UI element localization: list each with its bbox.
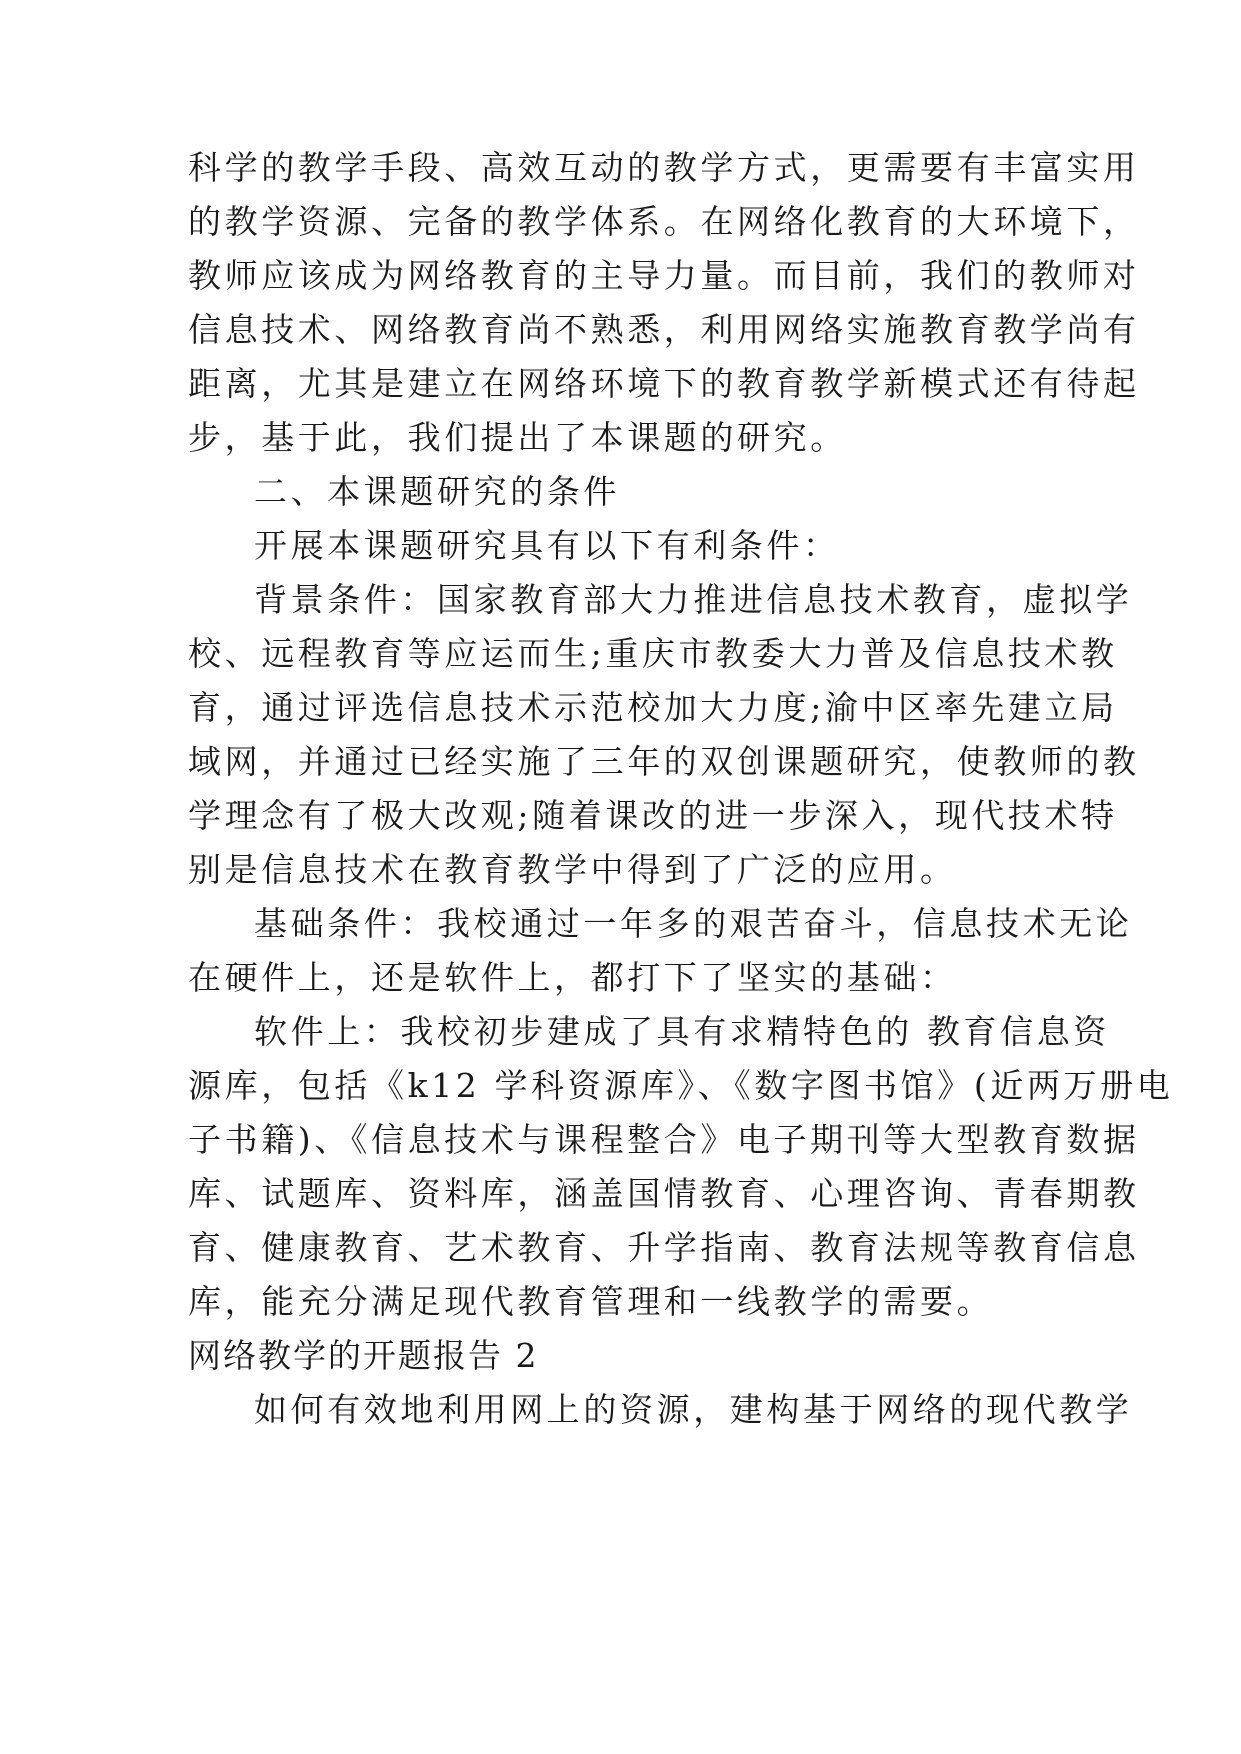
text-line: 的教学资源、完备的教学体系。在网络化教育的大环境下， [188,202,1140,241]
text-line: 如何有效地利用网上的资源，建构基于网络的现代教学 [254,1390,1133,1429]
text-line: 背景条件：国家教育部大力推进信息技术教育，虚拟学 [254,580,1133,619]
text-line: 育，通过评选信息技术示范校加大力度;渝中区率先建立局 [188,688,1118,727]
text-line: 库，能充分满足现代教育管理和一线教学的需要。 [188,1282,994,1321]
section-heading: 二、本课题研究的条件 [254,472,620,511]
text-line: 在硬件上，还是软件上，都打下了坚实的基础： [188,958,957,997]
text-line: 源库，包括《k12 学科资源库》、《数字图书馆》(近两万册电 [188,1066,1174,1105]
text-line: 距离，尤其是建立在网络环境下的教育教学新模式还有待起 [188,364,1140,403]
text-line: 校、远程教育等应运而生;重庆市教委大力普及信息技术教 [188,634,1118,673]
text-line: 教师应该成为网络教育的主导力量。而目前，我们的教师对 [188,256,1140,295]
text-line: 子书籍)、《信息技术与课程整合》电子期刊等大型教育数据 [188,1120,1140,1159]
text-line: 信息技术、网络教育尚不熟悉，利用网络实施教育教学尚有 [188,310,1140,349]
text-line: 科学的教学手段、高效互动的教学方式，更需要有丰富实用 [188,148,1140,187]
text-line: 基础条件：我校通过一年多的艰苦奋斗，信息技术无论 [254,904,1133,943]
text-line: 别是信息技术在教育教学中得到了广泛的应用。 [188,850,957,889]
text-line: 育、健康教育、艺术教育、升学指南、教育法规等教育信息 [188,1228,1140,1267]
text-line: 步，基于此，我们提出了本课题的研究。 [188,418,847,457]
text-line: 库、试题库、资料库，涵盖国情教育、心理咨询、青春期教 [188,1174,1140,1213]
text-line: 开展本课题研究具有以下有利条件： [254,526,840,565]
text-line: 学理念有了极大改观;随着课改的进一步深入，现代技术特 [188,796,1118,835]
text-line: 域网，并通过已经实施了三年的双创课题研究，使教师的教 [188,742,1140,781]
text-line: 软件上：我校初步建成了具有求精特色的 教育信息资 [254,1012,1110,1051]
document-title: 网络教学的开题报告 2 [188,1336,539,1375]
